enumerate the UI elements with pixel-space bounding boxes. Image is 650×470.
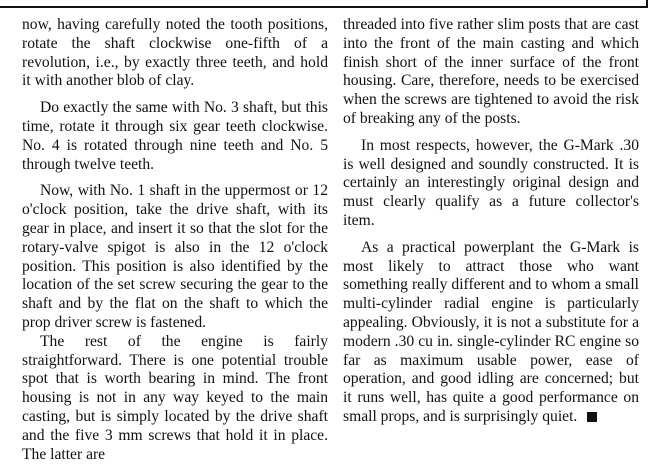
paragraph: Now, with No. 1 shaft in the uppermost or 12 o'clock position, take the drive shaft, with its gear in place, and insert it so that the slot for the rotary-valve spigot is also in the 12 o'clock position. This position is also identified by the location of the set screw securing the gear to the shaft and by the flat on the shaft to which the prop driver screw is fastened. [22,182,328,331]
paragraph: In most respects, however, the G-Mark .30 is well designed and soundly constructed. It is certainly an interestingly original design and must clearly qualify as a future collector's item. [343,136,639,229]
paragraph-final [343,239,639,427]
paragraph: now, having carefully noted the tooth positions, rotate the shaft clockwise one-fifth of a revolution, i.e., by exactly three teeth, and hold it with another blob of clay. [22,16,328,90]
paragraph: Do exactly the same with No. 3 shaft, but this time, rotate it through six gear teeth clockwise. No. 4 is rotated through nine teeth and No. 5 through twelve teeth. [22,99,328,173]
article-column-right [343,16,639,427]
article-column-left [22,16,328,464]
paragraph-text: As a practical powerplant the G-Mark is most likely to attract those who want something really different and to whom a small multi-cylinder radial engine is particularly appealing. Obviously, it is not a substitute for a modern .30 cu in. single-cylinder RC engine so far as maximum usable power, ease of operation, and good idling are concerned; but it runs well, has quite a good performance on small props, and is surprisingly quiet. [343,238,639,425]
paragraph: The rest of the engine is fairly straightforward. There is one potential trouble spot that is worth bearing in mind. The front housing is not in any way keyed to the main casting, but is simply located by the drive shaft and the five 3 mm screws that hold it in place. The latter are [22,332,328,463]
top-border-rule [0,0,648,8]
end-of-article-mark [587,412,597,422]
paragraph: threaded into five rather slim posts that are cast into the front of the main casting and which finish short of the inner surface of the front housing. Care, therefore, needs to be exercised when the screws are tightened to avoid the risk of breaking any of the posts. [343,16,639,127]
